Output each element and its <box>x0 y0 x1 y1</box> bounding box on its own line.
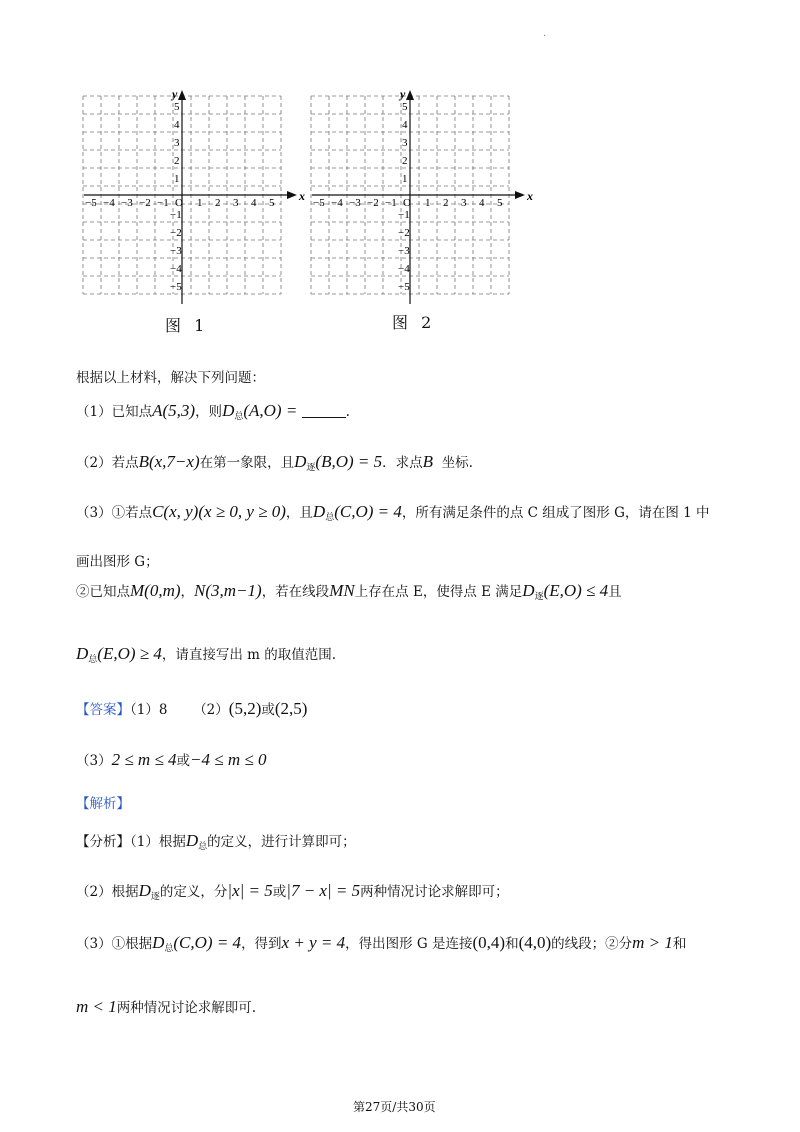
x-tick-label: −4 <box>103 197 115 209</box>
answer-tag: 【答案】 <box>76 702 130 718</box>
y-tick-label: 2 <box>174 155 180 167</box>
x-tick-label: −2 <box>367 197 379 209</box>
y-tick-label: 1 <box>402 173 408 185</box>
x-tick-label: −4 <box>331 197 343 209</box>
question-3-part-1: （3）①若点C(x, y)(x ≥ 0, y ≥ 0)，且$D_总(C,O) = 4$，所有满足条件的点 C 组成了图形 G，请在图 1 中 <box>76 502 710 523</box>
y-tick-label: 2 <box>402 155 408 167</box>
x-axis-arrow <box>287 191 297 199</box>
intro-text: 根据以上材料，解决下列问题： <box>76 370 265 386</box>
x-tick-label: −5 <box>313 197 325 209</box>
x-tick-label: −3 <box>349 197 361 209</box>
y-axis-arrow <box>178 90 186 100</box>
x-tick-label: 1 <box>425 197 431 209</box>
y-tick-label: 1 <box>174 173 180 185</box>
y-axis-label: y <box>172 87 178 101</box>
x-axis-label: x <box>527 189 533 203</box>
coordinate-grid-figure-2 <box>312 87 533 306</box>
analysis-line-4: m < 1两种情况讨论求解即可. <box>76 997 257 1016</box>
analysis-tag: 【解析】 <box>76 796 130 812</box>
y-tick-label: 3 <box>402 137 408 149</box>
x-tick-label: O <box>403 197 411 209</box>
x-tick-label: 2 <box>443 197 449 209</box>
x-tick-label: 1 <box>197 197 203 209</box>
y-tick-label: 5 <box>174 101 180 113</box>
x-tick-label: 2 <box>215 197 221 209</box>
analysis-line-3: （3）①根据$D_总(C,O) = 4$，得到x + y = 4，得出图形 G 是连接(0,4)和(4,0)的线段；②分m > 1和 <box>76 933 687 954</box>
x-axis-label: x <box>299 189 305 203</box>
y-tick-label: 4 <box>402 119 408 131</box>
x-axis-arrow <box>515 191 525 199</box>
y-tick-label: 3 <box>174 137 180 149</box>
x-tick-label: 5 <box>269 197 275 209</box>
y-tick-label: −2 <box>398 227 410 239</box>
question-3-part-1-cont: 画出图形 G； <box>76 554 159 570</box>
x-tick-label: O <box>175 197 183 209</box>
question-3-part-2-cont: $D_总(E,O) \ge 4$，请直接写出 m 的取值范围. <box>76 644 337 665</box>
question-3-part-2: ②已知点M(0,m)，N(3,m−1)，若在线段MN上存在点 E，使得点 E 满足$D_逐(E,O) \le 4$且 <box>76 581 622 602</box>
y-tick-label: −4 <box>398 263 410 275</box>
analysis-line-1: 【分析】（1）根据$D_总$的定义，进行计算即可； <box>76 831 356 852</box>
answer-line-2: （3）2 ≤ m ≤ 4或−4 ≤ m ≤ 0 <box>76 750 267 769</box>
x-tick-label: 3 <box>233 197 239 209</box>
y-axis-label: y <box>400 87 406 101</box>
x-tick-label: 5 <box>497 197 503 209</box>
y-tick-label: −5 <box>170 281 182 293</box>
x-tick-label: −5 <box>85 197 97 209</box>
figure-1-caption: 图 1 <box>165 316 209 335</box>
y-tick-label: −5 <box>398 281 410 293</box>
y-tick-label: −3 <box>398 245 410 257</box>
y-tick-label: −4 <box>170 263 182 275</box>
x-tick-label: 4 <box>251 197 257 209</box>
question-2: （2）若点B(x,7−x)在第一象限，且$D_逐(B,O) = 5$．求点B 坐标. <box>76 452 473 473</box>
x-tick-label: 4 <box>479 197 485 209</box>
page-footer: 第27页/共30页 <box>353 1100 436 1114</box>
figure-2-caption: 图 2 <box>392 313 436 332</box>
x-tick-label: 3 <box>461 197 467 209</box>
answer-blank <box>302 405 346 418</box>
x-tick-label: −2 <box>139 197 151 209</box>
question-1: （1）已知点A(5,3)，则$D_总(A,O)$ = . <box>76 401 350 422</box>
coordinate-grid-figure-1 <box>84 87 305 306</box>
y-tick-label: −1 <box>398 209 410 221</box>
x-tick-label: −3 <box>121 197 133 209</box>
x-tick-label: −1 <box>385 197 397 209</box>
y-tick-label: 5 <box>402 101 408 113</box>
y-tick-label: 4 <box>174 119 180 131</box>
y-axis-arrow <box>406 90 414 100</box>
x-tick-label: −1 <box>157 197 169 209</box>
corner-dot: . <box>543 28 547 39</box>
y-tick-label: −3 <box>170 245 182 257</box>
y-tick-label: −2 <box>170 227 182 239</box>
analysis-line-2: （2）根据$D_逐$的定义，分|x| = 5或|7 − x| = 5两种情况讨论求解即可； <box>76 881 509 902</box>
y-tick-label: −1 <box>170 209 182 221</box>
answer-line-1: 【答案】（1）8 （2）(5,2)或(2,5) <box>76 699 308 718</box>
